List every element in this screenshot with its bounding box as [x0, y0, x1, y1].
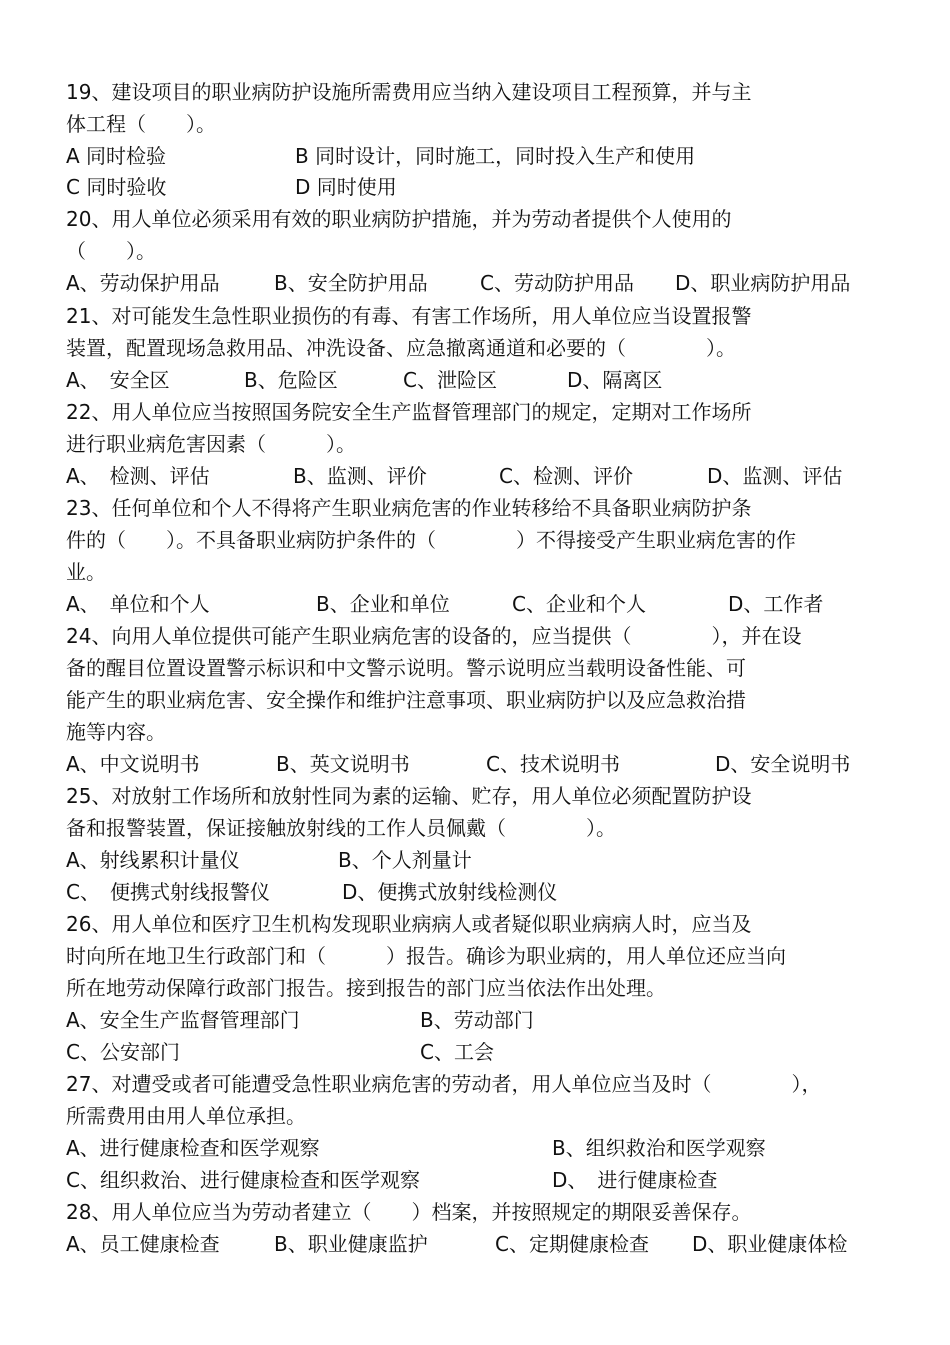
question-24-line-1: 24、向用人单位提供可能产生职业病危害的设备的，应当提供（ ），并在设 [66, 624, 802, 648]
question-27-line-1: 27、对遭受或者可能遭受急性职业病危害的劳动者，用人单位应当及时（ ）， [66, 1072, 822, 1096]
question-23-line-2: 件的（ ）。不具备职业病防护条件的（ ）不得接受产生职业病危害的作 [66, 528, 796, 552]
question-22-option-d: D、监测、评估 [707, 464, 843, 488]
question-20-option-d: D、职业病防护用品 [675, 271, 851, 295]
question-24-line-2: 备的醒目位置设置警示标识和中文警示说明。警示说明应当载明设备性能、可 [66, 656, 746, 680]
question-25-option-d: D、便携式放射线检测仪 [342, 880, 558, 904]
question-27-option-b: B、组织救治和医学观察 [552, 1136, 766, 1160]
question-28-option-d: D、职业健康体检 [692, 1232, 848, 1256]
question-25-option-b: B、个人剂量计 [338, 848, 472, 872]
question-28-line-1: 28、用人单位应当为劳动者建立（ ）档案，并按照规定的期限妥善保存。 [66, 1200, 752, 1224]
question-27-line-2: 所需费用由用人单位承担。 [66, 1104, 306, 1128]
question-19-option-c: C 同时验收 [66, 175, 167, 199]
question-23-option-b: B、企业和单位 [316, 592, 450, 616]
question-24-option-d: D、安全说明书 [715, 752, 851, 776]
question-21-option-c: C、泄险区 [403, 368, 497, 392]
question-20-line-2: （ ）。 [66, 239, 156, 263]
question-23-option-d: D、工作者 [728, 592, 824, 616]
question-24-line-4: 施等内容。 [66, 720, 166, 744]
question-21-option-d: D、隔离区 [567, 368, 663, 392]
question-28-option-b: B、职业健康监护 [274, 1232, 428, 1256]
question-25-line-2: 备和报警装置，保证接触放射线的工作人员佩戴（ ）。 [66, 816, 616, 840]
question-26-line-2: 时向所在地卫生行政部门和（ ）报告。确诊为职业病的，用人单位还应当向 [66, 944, 786, 968]
question-26-option-a: A、安全生产监督管理部门 [66, 1008, 300, 1032]
question-26-line-3: 所在地劳动保障行政部门报告。接到报告的部门应当依法作出处理。 [66, 976, 666, 1000]
question-27-option-d: D、 进行健康检查 [552, 1168, 718, 1192]
question-26-option-d: C、工会 [420, 1040, 494, 1064]
question-22-option-a: A、 检测、评估 [66, 464, 210, 488]
question-20-option-c: C、劳动防护用品 [480, 271, 634, 295]
question-24-option-a: A、中文说明书 [66, 752, 200, 776]
question-23-line-3: 业。 [66, 560, 106, 584]
question-27-option-a: A、进行健康检查和医学观察 [66, 1136, 320, 1160]
question-24-line-3: 能产生的职业病危害、安全操作和维护注意事项、职业病防护以及应急救治措 [66, 688, 746, 712]
question-21-line-1: 21、对可能发生急性职业损伤的有毒、有害工作场所，用人单位应当设置报警 [66, 304, 752, 328]
question-21-option-b: B、危险区 [244, 368, 338, 392]
question-19-line-1: 19、建设项目的职业病防护设施所需费用应当纳入建设项目工程预算，并与主 [66, 80, 752, 104]
question-22-option-c: C、检测、评价 [499, 464, 633, 488]
question-28-option-c: C、定期健康检查 [495, 1232, 649, 1256]
question-26-option-b: B、劳动部门 [420, 1008, 534, 1032]
question-23-line-1: 23、任何单位和个人不得将产生职业病危害的作业转移给不具备职业病防护条 [66, 496, 752, 520]
question-20-option-a: A、劳动保护用品 [66, 271, 220, 295]
question-20-line-1: 20、用人单位必须采用有效的职业病防护措施，并为劳动者提供个人使用的 [66, 207, 732, 231]
question-19-line-2: 体工程（ ）。 [66, 112, 216, 136]
question-23-option-a: A、 单位和个人 [66, 592, 210, 616]
question-27-option-c: C、组织救治、进行健康检查和医学观察 [66, 1168, 420, 1192]
question-24-option-b: B、英文说明书 [276, 752, 410, 776]
question-24-option-c: C、技术说明书 [486, 752, 620, 776]
question-19-option-b: B 同时设计，同时施工，同时投入生产和使用 [295, 144, 696, 168]
question-22-option-b: B、监测、评价 [293, 464, 427, 488]
question-19-option-a: A 同时检验 [66, 144, 167, 168]
question-19-option-d: D 同时使用 [295, 175, 397, 199]
question-20-option-b: B、安全防护用品 [274, 271, 428, 295]
question-23-option-c: C、企业和个人 [512, 592, 646, 616]
question-22-line-2: 进行职业病危害因素（ ）。 [66, 432, 356, 456]
question-21-option-a: A、 安全区 [66, 368, 170, 392]
question-26-line-1: 26、用人单位和医疗卫生机构发现职业病病人或者疑似职业病病人时，应当及 [66, 912, 752, 936]
question-22-line-1: 22、用人单位应当按照国务院安全生产监督管理部门的规定，定期对工作场所 [66, 400, 752, 424]
question-28-option-a: A、员工健康检查 [66, 1232, 220, 1256]
question-25-line-1: 25、对放射工作场所和放射性同为素的运输、贮存，用人单位必须配置防护设 [66, 784, 752, 808]
question-25-option-a: A、射线累积计量仪 [66, 848, 240, 872]
question-21-line-2: 装置，配置现场急救用品、冲洗设备、应急撤离通道和必要的（ ）。 [66, 336, 736, 360]
question-26-option-c: C、公安部门 [66, 1040, 180, 1064]
question-25-option-c: C、 便携式射线报警仪 [66, 880, 270, 904]
